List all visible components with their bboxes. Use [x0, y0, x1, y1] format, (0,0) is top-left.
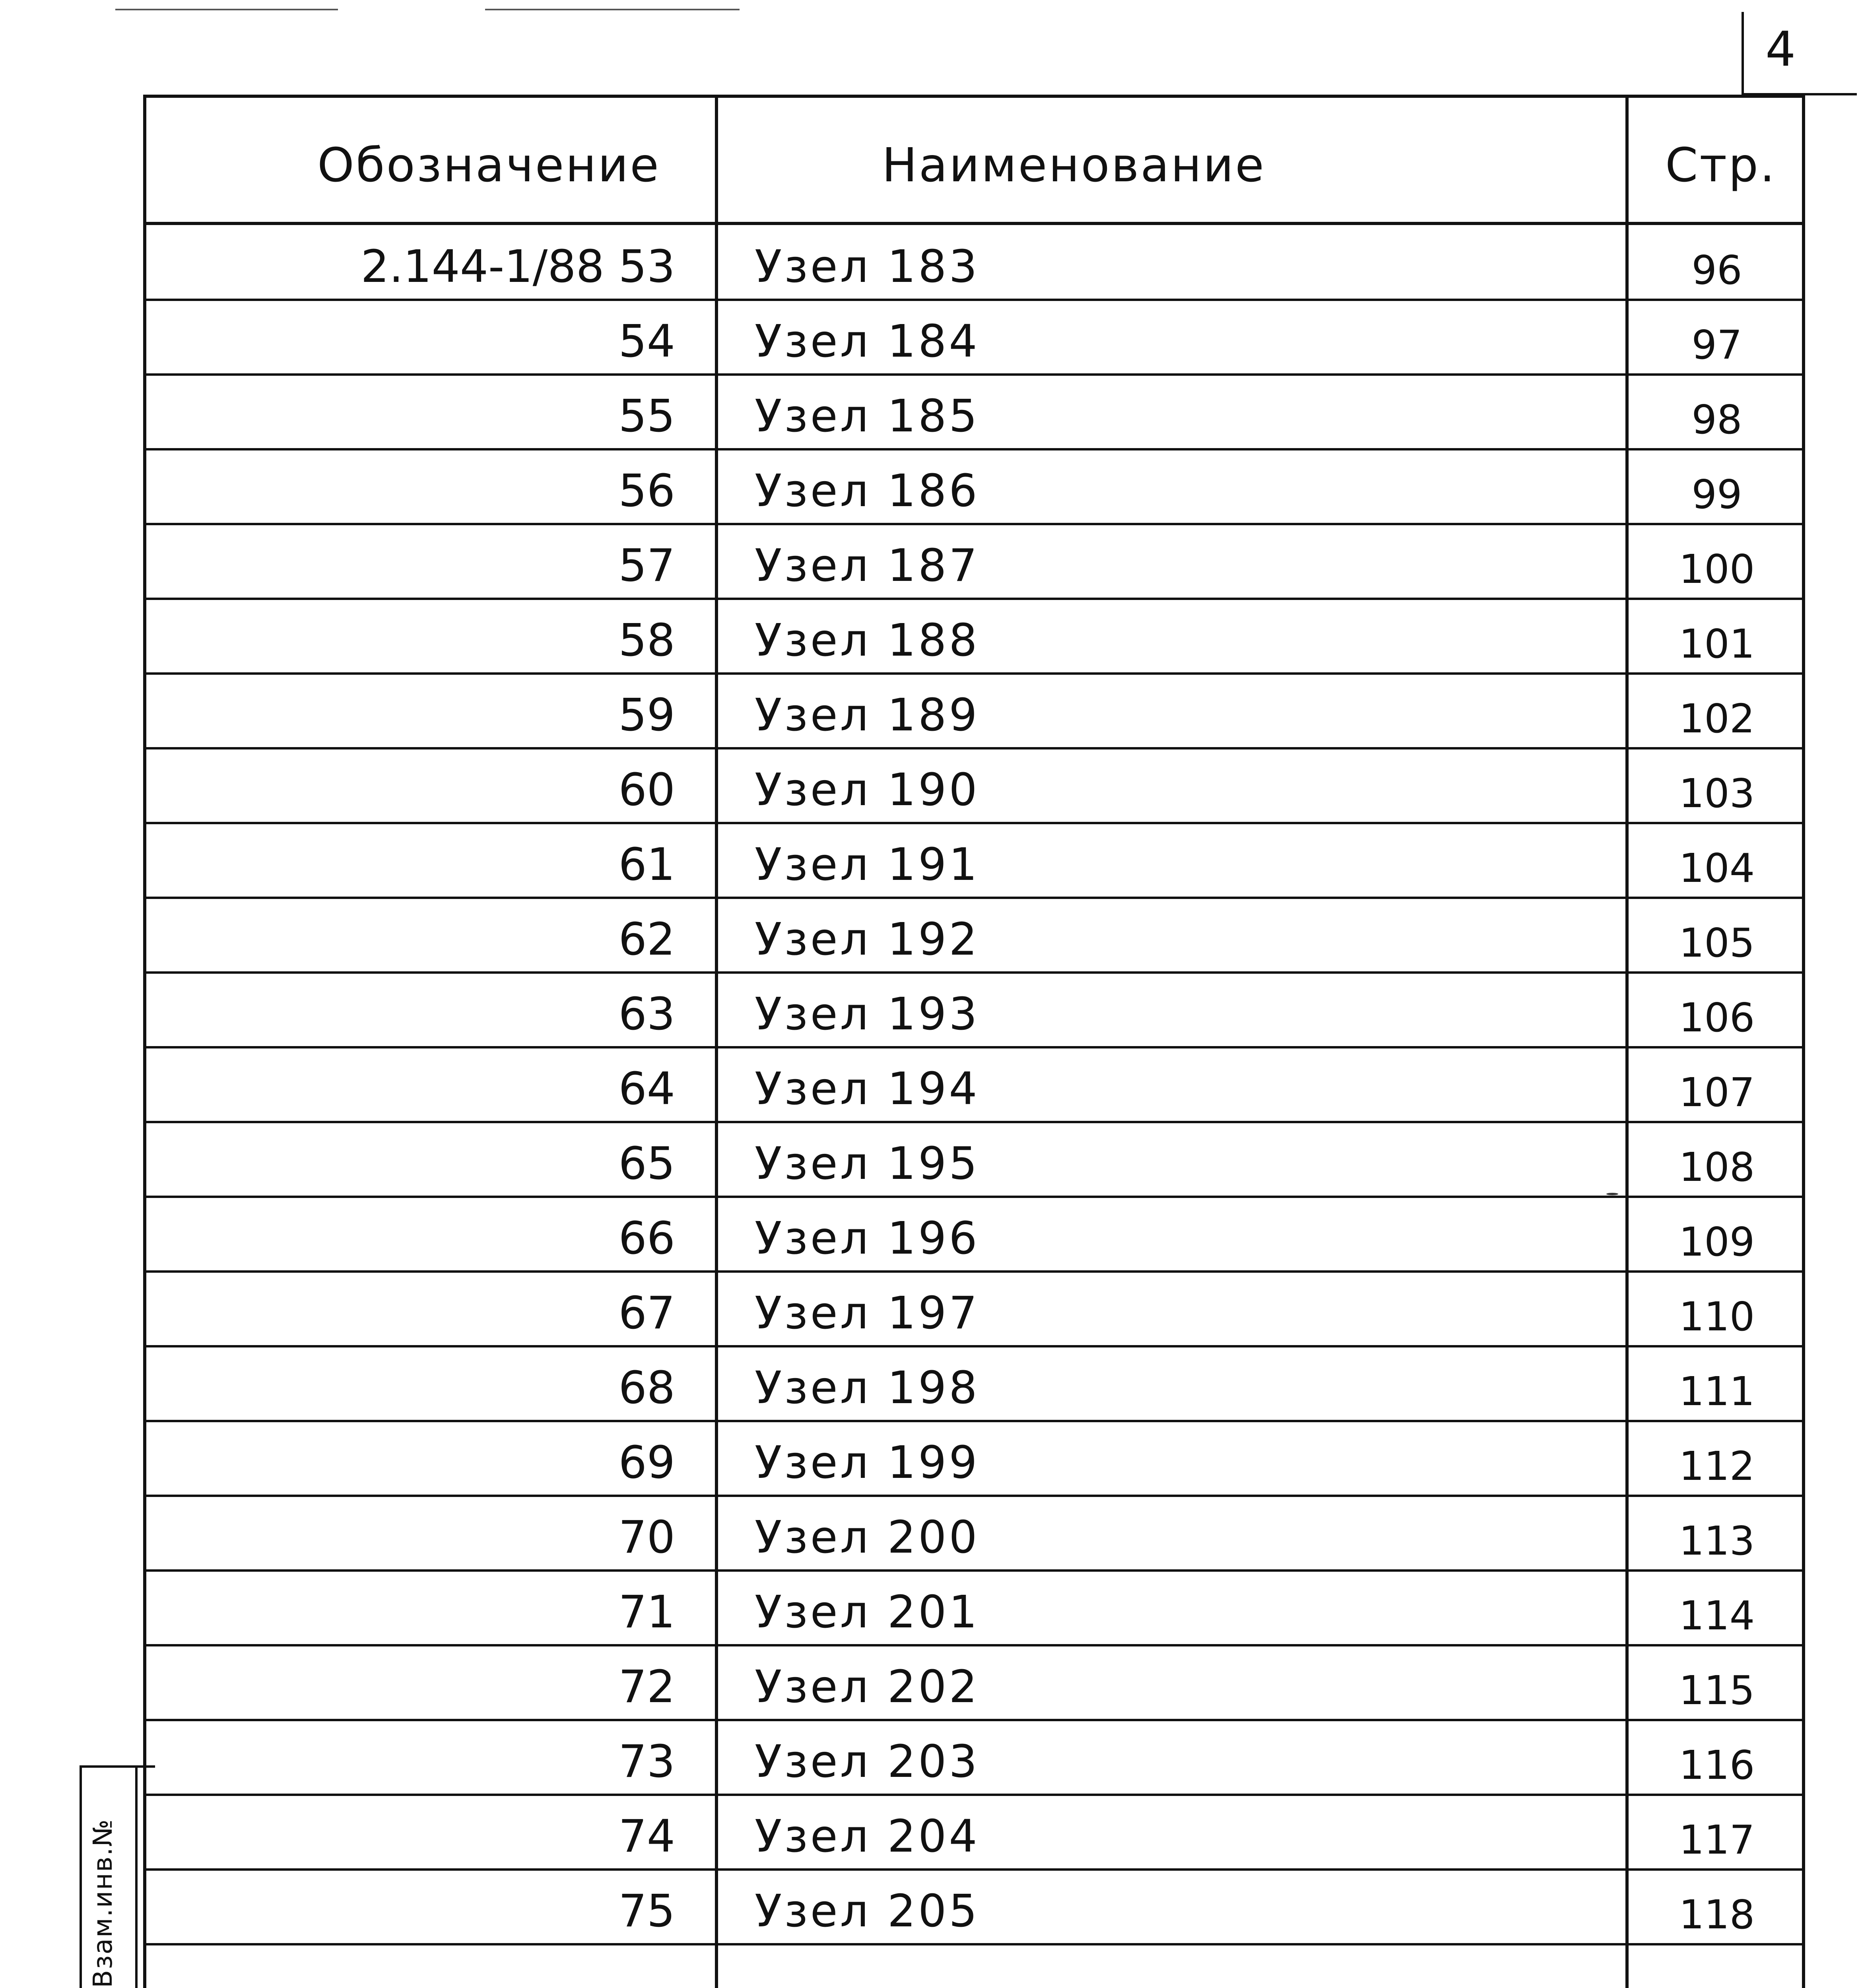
row-page: 112 — [1679, 1443, 1755, 1489]
row-page: 96 — [1691, 247, 1742, 293]
row-page: 106 — [1679, 994, 1755, 1041]
row-page: 102 — [1679, 695, 1755, 742]
row-name: Узел 192 — [755, 914, 980, 965]
row-name: Узел 184 — [755, 316, 980, 367]
row-designation: 65 — [618, 1138, 675, 1190]
row-divider — [146, 1943, 1805, 1945]
column-divider — [715, 98, 718, 1988]
row-divider — [146, 747, 1805, 749]
row-designation: 59 — [618, 689, 675, 741]
row-divider — [146, 1644, 1805, 1646]
row-page: 110 — [1679, 1293, 1755, 1340]
row-divider — [146, 373, 1805, 376]
row-divider — [146, 897, 1805, 899]
contents-table — [143, 95, 1805, 1988]
row-name: Узел 203 — [755, 1736, 980, 1788]
row-designation: 67 — [618, 1287, 675, 1339]
row-page: 97 — [1691, 322, 1742, 368]
row-divider — [146, 1719, 1805, 1721]
row-page: 116 — [1679, 1742, 1755, 1788]
row-designation: 74 — [618, 1811, 675, 1862]
corner-sheet-number: 4 — [1765, 22, 1796, 77]
row-name: Узел 193 — [755, 988, 980, 1040]
row-page: 104 — [1679, 845, 1755, 891]
header-designation: Обозначение — [317, 138, 660, 192]
row-designation: 57 — [618, 540, 675, 592]
row-designation: 60 — [618, 764, 675, 816]
scan-smudge — [115, 9, 338, 10]
replacement-inv-label: Взам.инв.№ — [87, 1818, 118, 1988]
row-divider — [146, 822, 1805, 824]
row-designation: 66 — [618, 1213, 675, 1264]
row-name: Узел 202 — [755, 1661, 980, 1713]
row-name: Узел 189 — [755, 689, 980, 741]
row-designation: 75 — [618, 1885, 675, 1937]
scan-smudge — [485, 9, 740, 10]
row-designation: 70 — [618, 1512, 675, 1563]
row-name: Узел 183 — [755, 241, 980, 293]
row-designation: 72 — [618, 1661, 675, 1713]
scan-speck — [1606, 1193, 1618, 1195]
row-divider — [146, 1345, 1805, 1347]
row-divider — [146, 448, 1805, 450]
row-divider — [146, 672, 1805, 675]
row-name: Узел 204 — [755, 1811, 980, 1862]
row-name: Узел 190 — [755, 764, 980, 816]
row-name: Узел 198 — [755, 1362, 980, 1414]
row-page: 114 — [1679, 1592, 1755, 1639]
row-divider — [146, 1121, 1805, 1123]
row-designation: 55 — [618, 390, 675, 442]
side-stamp — [80, 1765, 157, 1988]
row-designation: 58 — [618, 615, 675, 666]
row-name: Узел 188 — [755, 615, 980, 666]
row-divider — [146, 523, 1805, 525]
row-designation: 73 — [618, 1736, 675, 1788]
row-divider — [146, 1569, 1805, 1572]
row-designation: 56 — [618, 465, 675, 517]
row-page: 108 — [1679, 1144, 1755, 1190]
row-page: 118 — [1679, 1891, 1755, 1938]
row-name: Узел 199 — [755, 1437, 980, 1489]
row-divider — [146, 1046, 1805, 1048]
row-page: 105 — [1679, 920, 1755, 966]
row-page: 111 — [1679, 1368, 1755, 1415]
row-name: Узел 186 — [755, 465, 980, 517]
row-divider — [146, 1794, 1805, 1796]
row-designation: 62 — [618, 914, 675, 965]
row-divider — [146, 1420, 1805, 1422]
row-name: Узел 205 — [755, 1885, 980, 1937]
row-page: 115 — [1679, 1667, 1755, 1714]
row-name: Узел 191 — [755, 839, 980, 891]
row-name: Узел 187 — [755, 540, 980, 592]
corner-rule — [1742, 12, 1744, 95]
row-divider — [146, 598, 1805, 600]
column-divider — [1625, 98, 1629, 1988]
row-name: Узел 196 — [755, 1213, 980, 1264]
row-designation: 54 — [618, 316, 675, 367]
row-divider — [146, 1495, 1805, 1497]
row-designation: 2.144-1/88 53 — [361, 241, 675, 293]
row-page: 101 — [1679, 621, 1755, 667]
row-page: 117 — [1679, 1817, 1755, 1863]
row-divider — [146, 971, 1805, 974]
row-page: 98 — [1691, 396, 1742, 443]
row-page: 100 — [1679, 546, 1755, 592]
row-page: 103 — [1679, 770, 1755, 817]
row-name: Узел 200 — [755, 1512, 980, 1563]
row-designation: 69 — [618, 1437, 675, 1489]
row-name: Узел 197 — [755, 1287, 980, 1339]
row-page: 107 — [1679, 1069, 1755, 1116]
header-page: Стр. — [1665, 138, 1777, 192]
row-page: 113 — [1679, 1518, 1755, 1564]
row-name: Узел 195 — [755, 1138, 980, 1190]
row-divider — [146, 299, 1805, 301]
side-rule — [135, 1765, 138, 1988]
row-designation: 64 — [618, 1063, 675, 1115]
row-designation: 61 — [618, 839, 675, 891]
row-divider — [146, 1196, 1805, 1198]
row-name: Узел 185 — [755, 390, 980, 442]
row-page: 109 — [1679, 1219, 1755, 1265]
row-designation: 68 — [618, 1362, 675, 1414]
row-page: 99 — [1691, 471, 1742, 518]
side-rule — [80, 1765, 82, 1988]
row-designation: 71 — [618, 1586, 675, 1638]
header-divider — [146, 222, 1805, 225]
side-rule — [80, 1765, 155, 1768]
row-name: Узел 194 — [755, 1063, 980, 1115]
row-name: Узел 201 — [755, 1586, 980, 1638]
row-divider — [146, 1868, 1805, 1871]
row-designation: 63 — [618, 988, 675, 1040]
header-name: Наименование — [882, 138, 1266, 192]
row-divider — [146, 1270, 1805, 1273]
